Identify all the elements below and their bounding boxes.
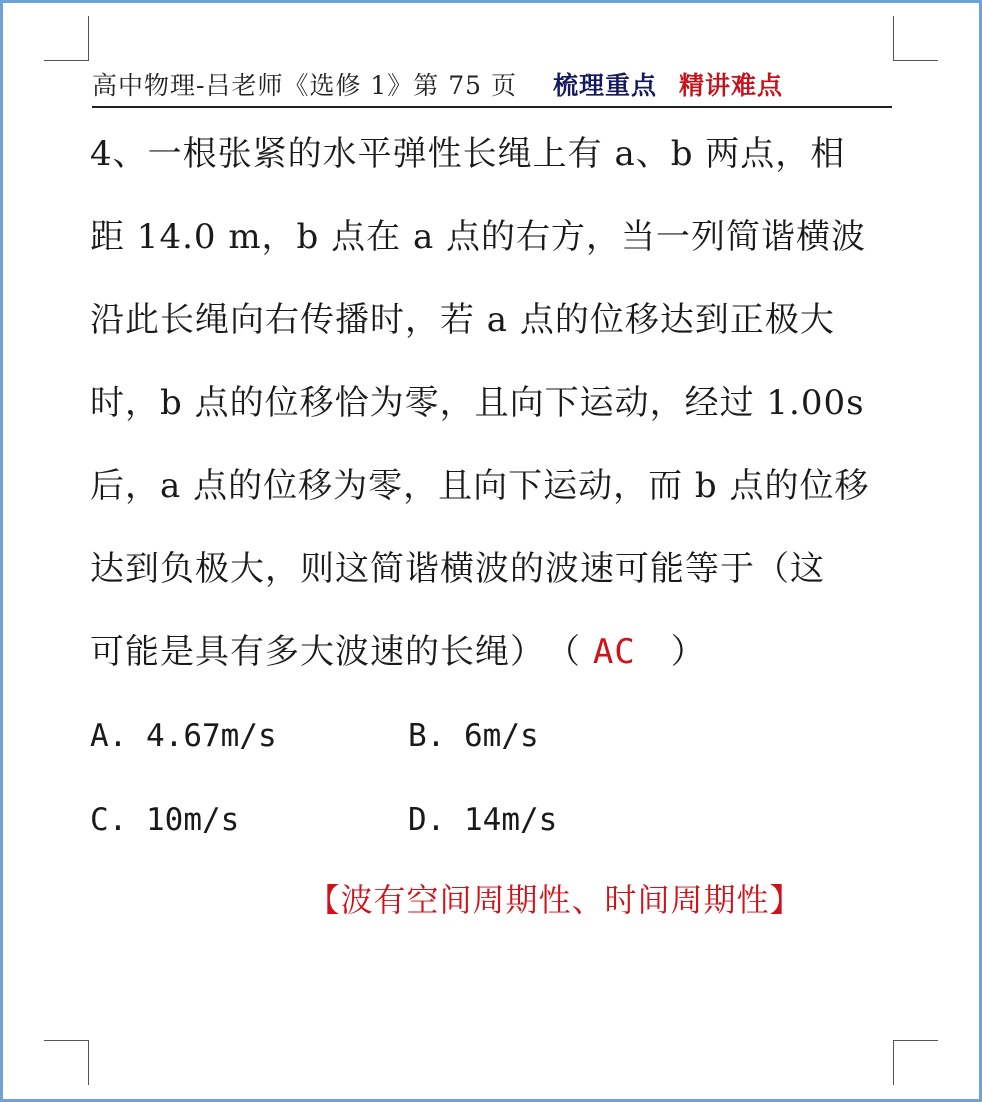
question-line-1: 4、一根张紧的水平弹性长绳上有 a、b 两点，相: [90, 134, 846, 174]
question-line-3: 沿此长绳向右传播时，若 a 点的位移达到正极大: [90, 300, 835, 340]
crop-mark-bottom-left: [44, 1040, 89, 1085]
question-line-7: [90, 632, 910, 672]
option-a: A. 4.67m/s: [90, 718, 277, 754]
question-line-6: 达到负极大，则这简谐横波的波速可能等于（这: [90, 549, 825, 589]
crop-mark-top-right: [893, 16, 938, 61]
header-tag-difficult-points: 精讲难点: [679, 71, 784, 100]
header-tag-key-points: 梳理重点: [553, 71, 658, 100]
question-line-2: 距 14.0 m，b 点在 a 点的右方，当一列简谐横波: [90, 217, 867, 257]
option-d: D. 14m/s: [408, 802, 558, 838]
question-line-7-text: 可能是具有多大波速的长绳） （: [90, 632, 593, 672]
question-line-7-close: ）: [635, 632, 706, 672]
hint-note: 【波有空间周期性、时间周期性】: [307, 881, 803, 919]
page-header: [92, 66, 892, 108]
question-line-5: 后，a 点的位移为零，且向下运动，而 b 点的位移: [90, 466, 870, 506]
answer-text: AC: [592, 632, 636, 672]
header-title: 高中物理-吕老师《选修 1》第 75 页: [92, 71, 518, 100]
option-b: B. 6m/s: [408, 718, 539, 754]
question-line-4: 时，b 点的位移恰为零，且向下运动，经过 1.00s: [90, 383, 865, 423]
crop-mark-bottom-right: [893, 1040, 938, 1085]
crop-mark-top-left: [44, 16, 89, 61]
option-c: C. 10m/s: [90, 802, 240, 838]
